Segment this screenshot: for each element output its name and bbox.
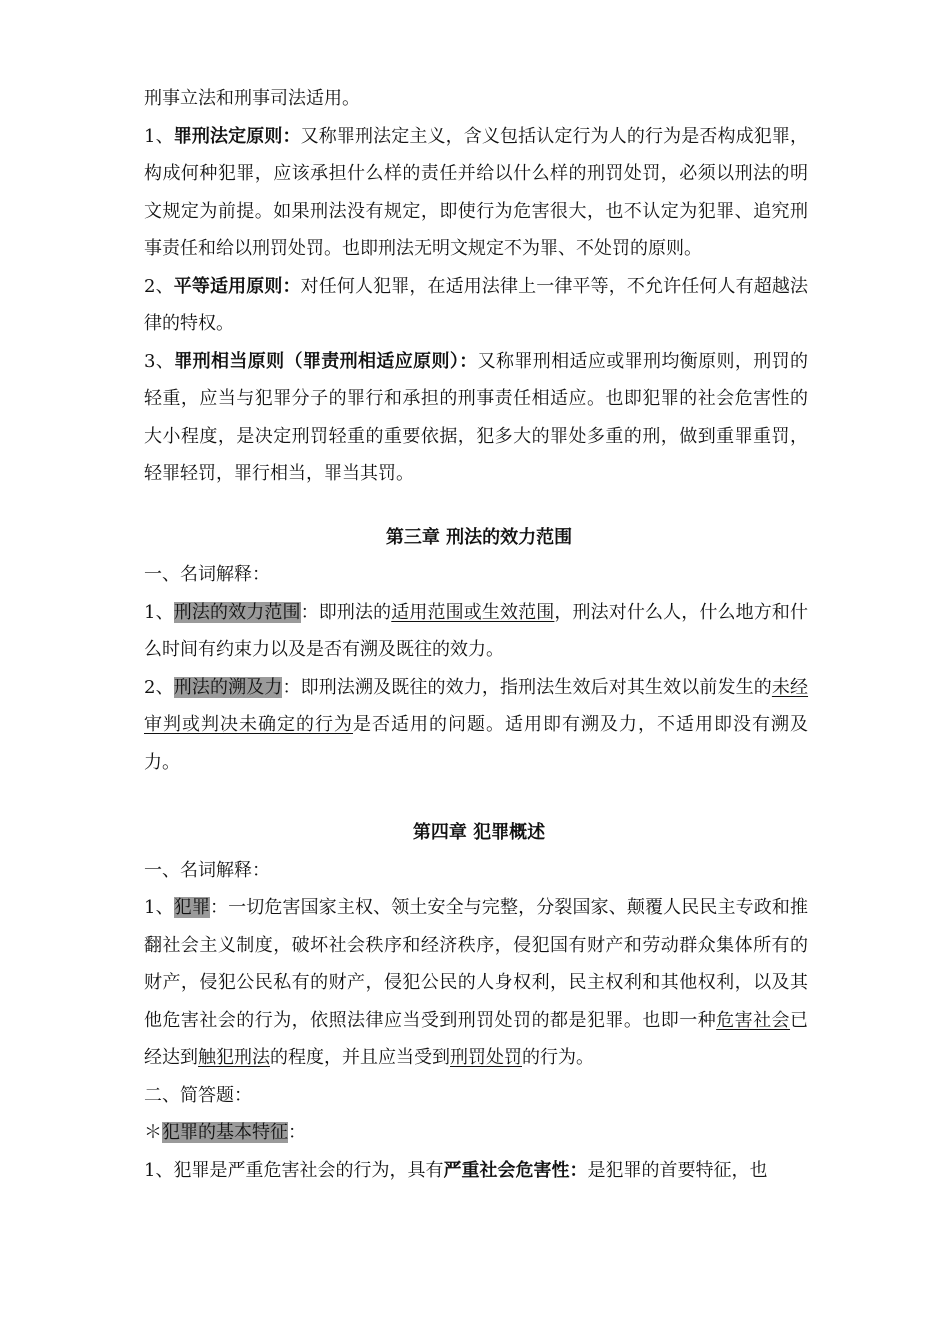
- feature-heading: [144, 1114, 808, 1152]
- chapter-3-item-1: [144, 594, 808, 669]
- principle-2-text: 对任何人犯罪，在适用法律上一律平等，不允许任何人有超越法律的特权。: [144, 275, 809, 334]
- definition-text: ，刑法对什么人，什么地方和什么时间有约束力以及是否有溯及既往的效力。: [144, 601, 809, 660]
- definition-text: 是否适用的问题。适用即有溯及力，不适用即没有溯及力。: [144, 714, 808, 773]
- definition-text: 的行为。: [522, 1047, 594, 1068]
- chapter-3-item-2-number: 2、: [144, 676, 174, 698]
- definition-text: 一切危害国家主权、领土安全与完整，分裂国家、颠覆人民民主专政和推翻社会主义制度，破坏社会秩序和经济秩序，侵犯国有财产和劳动群众集体所有的财产，侵犯公民私有的财产，侵犯公民的人身权利，民主权利和其他权利，以及其他危害社会的行为，依照法律应当受到刑罚处罚的都是犯罪。也即一种: [144, 897, 809, 1031]
- principle-1-number: 1、: [144, 125, 174, 147]
- definition-text: 已经达到: [144, 1009, 809, 1068]
- underlined-phrase: 未经审判或判决未确定的行为: [144, 676, 809, 735]
- principle-2-term: 平等适用原则：: [173, 275, 301, 297]
- principle-1-paragraph: [144, 118, 808, 268]
- underlined-phrase: 触犯刑法: [198, 1047, 270, 1068]
- chapter-4-section-2: 二、简答题：: [144, 1084, 252, 1106]
- spacer: [144, 781, 808, 814]
- term-colon: ：: [300, 601, 319, 623]
- principle-2-paragraph: [144, 268, 808, 343]
- chapter-3-item-2: [144, 669, 808, 782]
- chapter-4-title: 第四章 犯罪概述: [412, 822, 546, 843]
- term-colon: ：: [288, 1122, 306, 1143]
- principle-3-text: 又称罪刑相适应或罪刑均衡原则，刑罚的轻重，应当与犯罪分子的罪行和承担的刑事责任相适应。也即犯罪的社会危害性的大小程度，是决定刑罚轻重的重要依据，犯多大的罪处多重的刑，做到重罪重罚，轻罪轻罚，罪行相当，罪当其罚。: [144, 350, 809, 484]
- feature-1-text-tail: 是犯罪的首要特征，也: [587, 1159, 768, 1181]
- underlined-phrase: 适用范围或生效范围: [391, 601, 555, 623]
- underlined-phrase: 危害社会: [716, 1009, 791, 1031]
- principle-2-number: 2、: [144, 275, 174, 297]
- bold-colon: ：: [569, 1159, 588, 1181]
- principle-3-paragraph: [144, 343, 808, 493]
- chapter-4-item-1: [144, 889, 808, 1077]
- document-body: [144, 80, 808, 1189]
- highlighted-term: 犯罪的基本特征: [162, 1122, 288, 1143]
- definition-text: 的程度，并且应当受到: [270, 1047, 450, 1068]
- principle-3-term: 罪刑相当原则（罪责刑相适应原则）：: [174, 350, 478, 372]
- star-marker: ＊: [144, 1122, 162, 1143]
- principle-1-text: 又称罪刑法定主义，含义包括认定行为人的行为是否构成犯罪，构成何种犯罪，应该承担什么样的责任并给以什么样的刑罚处罚，必须以刑法的明文规定为前提。如果刑法没有规定，即使行为危害很大，也不认定为犯罪、追究刑事责任和给以刑罚处罚。也即刑法无明文规定不为罪、不处罚的原则。: [144, 125, 809, 259]
- bold-term: 严重社会危害性: [443, 1159, 570, 1181]
- definition-text: 即刑法的: [318, 601, 392, 623]
- principle-3-number: 3、: [144, 350, 175, 372]
- highlighted-term: 刑法的效力范围: [173, 601, 301, 623]
- principle-1-term: 罪刑法定原则：: [173, 125, 301, 147]
- intro-text: 刑事立法和刑事司法适用。: [144, 88, 360, 109]
- term-colon: ：: [282, 676, 301, 698]
- underlined-phrase: 刑罚处罚: [450, 1047, 522, 1068]
- chapter-4-item-1-number: 1、: [144, 897, 174, 918]
- term-colon: ：: [209, 897, 229, 918]
- chapter-3-section-1: 一、名词解释：: [144, 564, 270, 585]
- intro-paragraph: [144, 80, 808, 118]
- chapter-4-section-1: 一、名词解释：: [144, 859, 270, 881]
- definition-text: 即刑法溯及既往的效力，指刑法生效后对其生效以前发生的: [300, 676, 772, 698]
- highlighted-term: 犯罪: [173, 897, 210, 918]
- feature-1-paragraph: [144, 1152, 808, 1190]
- chapter-3-item-1-number: 1、: [144, 601, 174, 623]
- feature-1-number: 1、: [144, 1159, 174, 1181]
- spacer: [144, 493, 808, 519]
- highlighted-term: 刑法的溯及力: [173, 676, 283, 698]
- feature-1-text: 犯罪是严重危害社会的行为，具有: [173, 1159, 444, 1181]
- chapter-3-title: 第三章 刑法的效力范围: [385, 526, 573, 548]
